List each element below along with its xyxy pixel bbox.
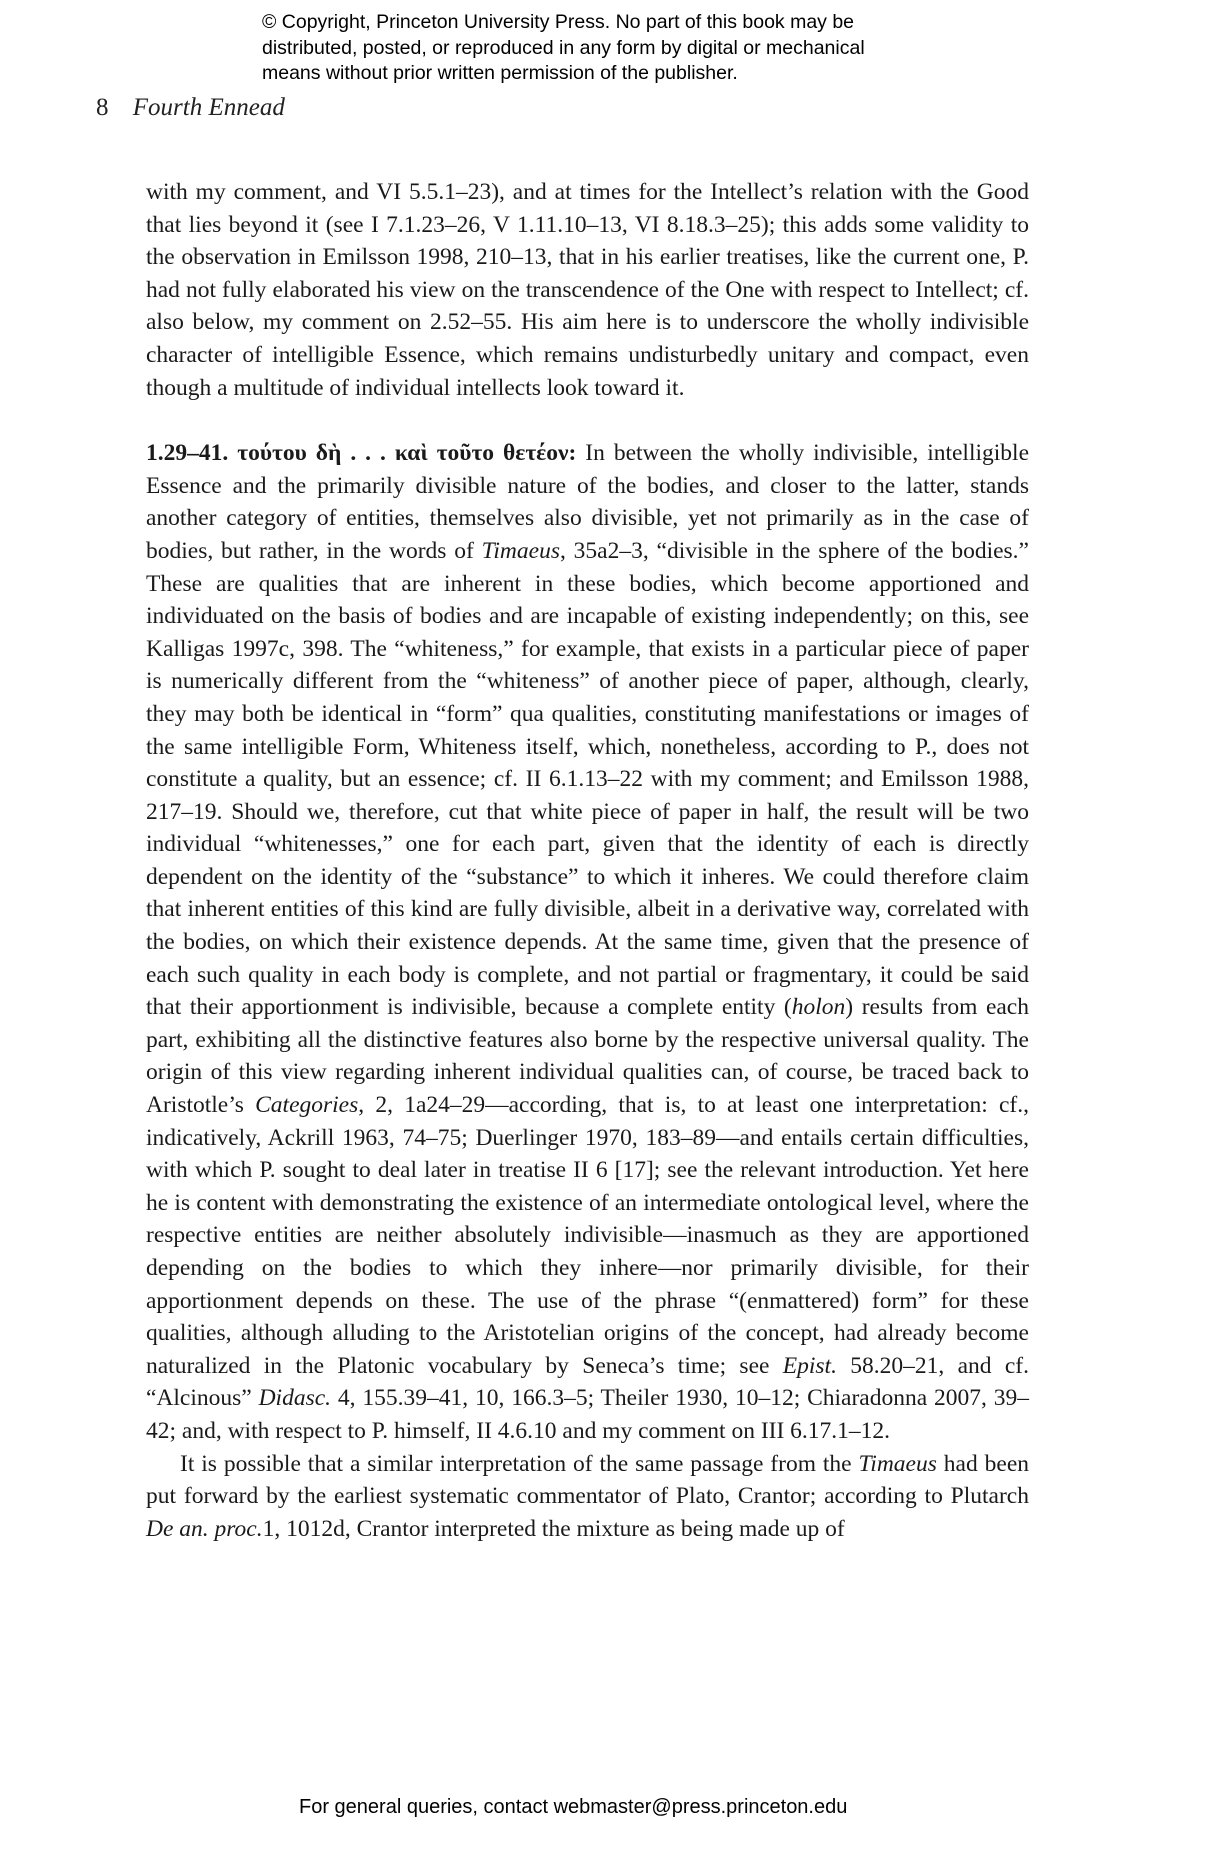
text-run: ) results from each part, exhibiting all the distinctive features also borne by the respective universal quality. The origin of this view regarding inherent individual qualities can, of course, be traced back to Aristotle’s — [146, 994, 1029, 1119]
text-run: 58.20–21, and cf. “Alcinous” — [146, 1352, 1029, 1412]
text-run: It is possible that a similar interpretation of the same passage from the — [180, 1450, 859, 1477]
page-number: 8 — [96, 94, 109, 121]
italic-title: Epist. — [782, 1352, 837, 1379]
body-text — [146, 176, 1029, 1545]
text-run: In between the wholly indivisible, intelligible Essence and the primarily divisible nature of the bodies, and closer to the latter, stands another category of entities, themselves also divisible, yet not primarily as in the case of bodies, but rather, in the words of — [146, 440, 1030, 564]
book-title: Fourth Ennead — [132, 94, 285, 121]
paragraph — [146, 1448, 1029, 1546]
italic-title: Timaeus — [858, 1450, 937, 1477]
italic-title: Didasc. — [258, 1385, 332, 1412]
copyright-notice — [262, 10, 1022, 87]
text-run: 4, 155.39–41, 10, 166.3–5; Theiler 1930, 10–12; Chiaradonna 2007, 39–42; and, with respect to P. himself, II 4.6.10 and my comment on III 6.17.1–12. — [146, 1385, 1029, 1444]
commentary-paragraph — [146, 437, 1029, 1447]
copyright-line: © Copyright, Princeton University Press. No part of this book may be — [262, 11, 855, 33]
text-run: , 35a2–3, “divisible in the sphere of the bodies.” These are qualities that are inherent in these bodies, which become apportioned and individuated on the basis of bodies and are incapable of existing independently; on this, see Kalligas 1997c, 398. The “whiteness,” for example, that exists in a particular piece of paper is numerically different from the “whiteness” of another piece of paper, although, clearly, they may both be identical in “form” qua qualities, constituting manifestations or images of the same intelligible Form, Whiteness itself, which, nonetheless, according to P., does not constitute a quality, but an essence; cf. II 6.1.13–22 with my comment; and Emilsson 1988, 217–19. Should we, therefore, cut that white piece of paper in half, the result will be two individual “whitenesses,” one for each part, given that the identity of each is directly dependent on the identity of the “substance” to which it inheres. We could therefore claim that inherent entities of this kind are fully divisible, albeit in a derivative way, correlated with the bodies, on which their existence depends. At the same time, given that the presence of each such quality in each body is complete, and not partial or fragmentary, it could be said that their apportionment is indivisible, because a complete entity ( — [146, 537, 1029, 1021]
text-run: had been put forward by the earliest systematic commentator of Plato, Crantor; according to Plutarch — [146, 1450, 1029, 1510]
italic-term: holon — [791, 994, 846, 1021]
italic-title: Categories — [255, 1092, 359, 1119]
footer-contact: For general queries, contact webmaster@press.princeton.edu — [299, 1796, 848, 1818]
copyright-line: means without prior written permission of the publisher. — [262, 62, 738, 84]
text-run: , 2, 1a24–29—according, that is, to at least one interpretation: cf., indicatively, Ackrill 1963, 74–75; Duerlinger 1970, 183–89—and entails certain difficulties, with which P. sought to deal later in treatise II 6 [17]; see the relevant introduction. Yet here he is content with demonstrating the existence of an intermediate ontological level, where the respective entities are neither absolutely indivisible—inasmuch as they are apportioned depending on the bodies to which they inhere—nor primarily divisible, for their apportionment depends on these. The use of the phrase “(enmattered) form” for these qualities, although alluding to the Aristotelian origins of the concept, had already become naturalized in the Platonic vocabulary by Seneca’s time; see — [146, 1092, 1029, 1379]
copyright-line: distributed, posted, or reproduced in any form by digital or mechanical — [262, 36, 865, 59]
italic-title: Timaeus — [481, 537, 560, 564]
text-run: 1, 1012d, Crantor interpreted the mixture as being made up of — [262, 1515, 845, 1542]
running-head — [96, 94, 285, 122]
paragraph: with my comment, and VI 5.5.1–23), and at times for the Intellect’s relation with the Good that lies beyond it (see I 7.1.23–26, V 1.11.10–13, VI 8.18.3–25); this adds some validity to the observation in Emilsson 1998, 210–13, that in his earlier treatises, like the current one, P. had not fully elaborated his view on the transcendence of the One with respect to Intellect; cf. also below, my comment on 2.52–55. His aim here is to underscore the wholly indivisible character of intelligible Essence, which remains undisturbedly unitary and compact, even though a multitude of individual intellects look toward it. — [146, 179, 1029, 401]
lemma: 1.29–41. τούτου δὴ . . . καὶ τοῦτο θετέον: — [146, 440, 577, 467]
italic-title: De an. proc. — [146, 1515, 263, 1542]
